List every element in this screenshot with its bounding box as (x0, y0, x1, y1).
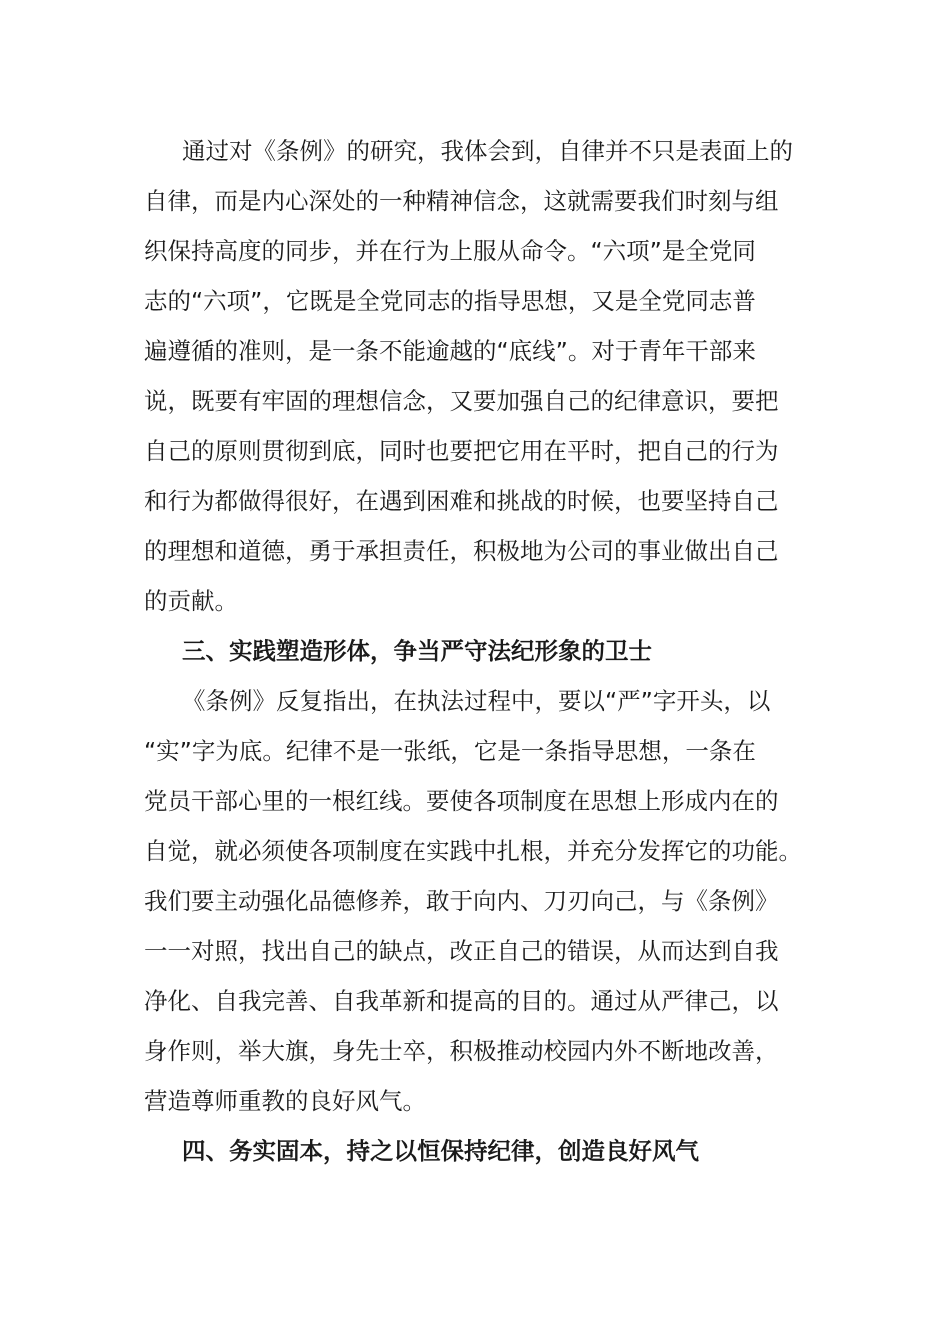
paragraph-line: 我们要主动强化品德修养，敢于向内、刀刃向己，与《条例》 (144, 887, 779, 915)
paragraph-line: 的贡献。 (144, 587, 238, 615)
paragraph-line: “实”字为底。纪律不是一张纸，它是一条指导思想，一条在 (144, 737, 756, 765)
paragraph-line: 说，既要有牢固的理想信念，又要加强自己的纪律意识，要把 (144, 387, 779, 415)
paragraph-line: 织保持高度的同步，并在行为上服从命令。“六项”是全党同 (144, 237, 756, 265)
paragraph-line: 通过对《条例》的研究，我体会到，自律并不只是表面上的 (182, 137, 793, 165)
paragraph-line: 自律，而是内心深处的一种精神信念，这就需要我们时刻与组 (144, 187, 779, 215)
document-body (144, 126, 806, 1176)
paragraph-line: 和行为都做得很好，在遇到困难和挑战的时候，也要坚持自己 (144, 487, 779, 515)
paragraph-line: 志的“六项”，它既是全党同志的指导思想，又是全党同志普 (144, 287, 756, 315)
section-heading-three: 三、实践塑造形体，争当严守法纪形象的卫士 (182, 637, 652, 665)
paragraph-line: 党员干部心里的一根红线。要使各项制度在思想上形成内在的 (144, 787, 779, 815)
paragraph-line: 自己的原则贯彻到底，同时也要把它用在平时，把自己的行为 (144, 437, 779, 465)
section-heading-four: 四、务实固本，持之以恒保持纪律，创造良好风气 (182, 1137, 699, 1165)
paragraph-line: 净化、自我完善、自我革新和提高的目的。通过从严律己，以 (144, 987, 779, 1015)
paragraph-line: 遍遵循的准则，是一条不能逾越的“底线”。对于青年干部来 (144, 337, 756, 365)
paragraph-line: 的理想和道德，勇于承担责任，积极地为公司的事业做出自己 (144, 537, 779, 565)
paragraph-line: 自觉，就必须使各项制度在实践中扎根，并充分发挥它的功能。 (144, 837, 802, 865)
paragraph-line: 一一对照，找出自己的缺点，改正自己的错误，从而达到自我 (144, 937, 779, 965)
paragraph-line: 营造尊师重教的良好风气。 (144, 1087, 426, 1115)
paragraph-self-discipline (144, 126, 806, 626)
paragraph-line: 《条例》反复指出，在执法过程中，要以“严”字开头，以 (182, 687, 771, 715)
paragraph-line: 身作则，举大旗，身先士卒，积极推动校园内外不断地改善， (144, 1037, 779, 1065)
paragraph-practice (144, 676, 806, 1126)
